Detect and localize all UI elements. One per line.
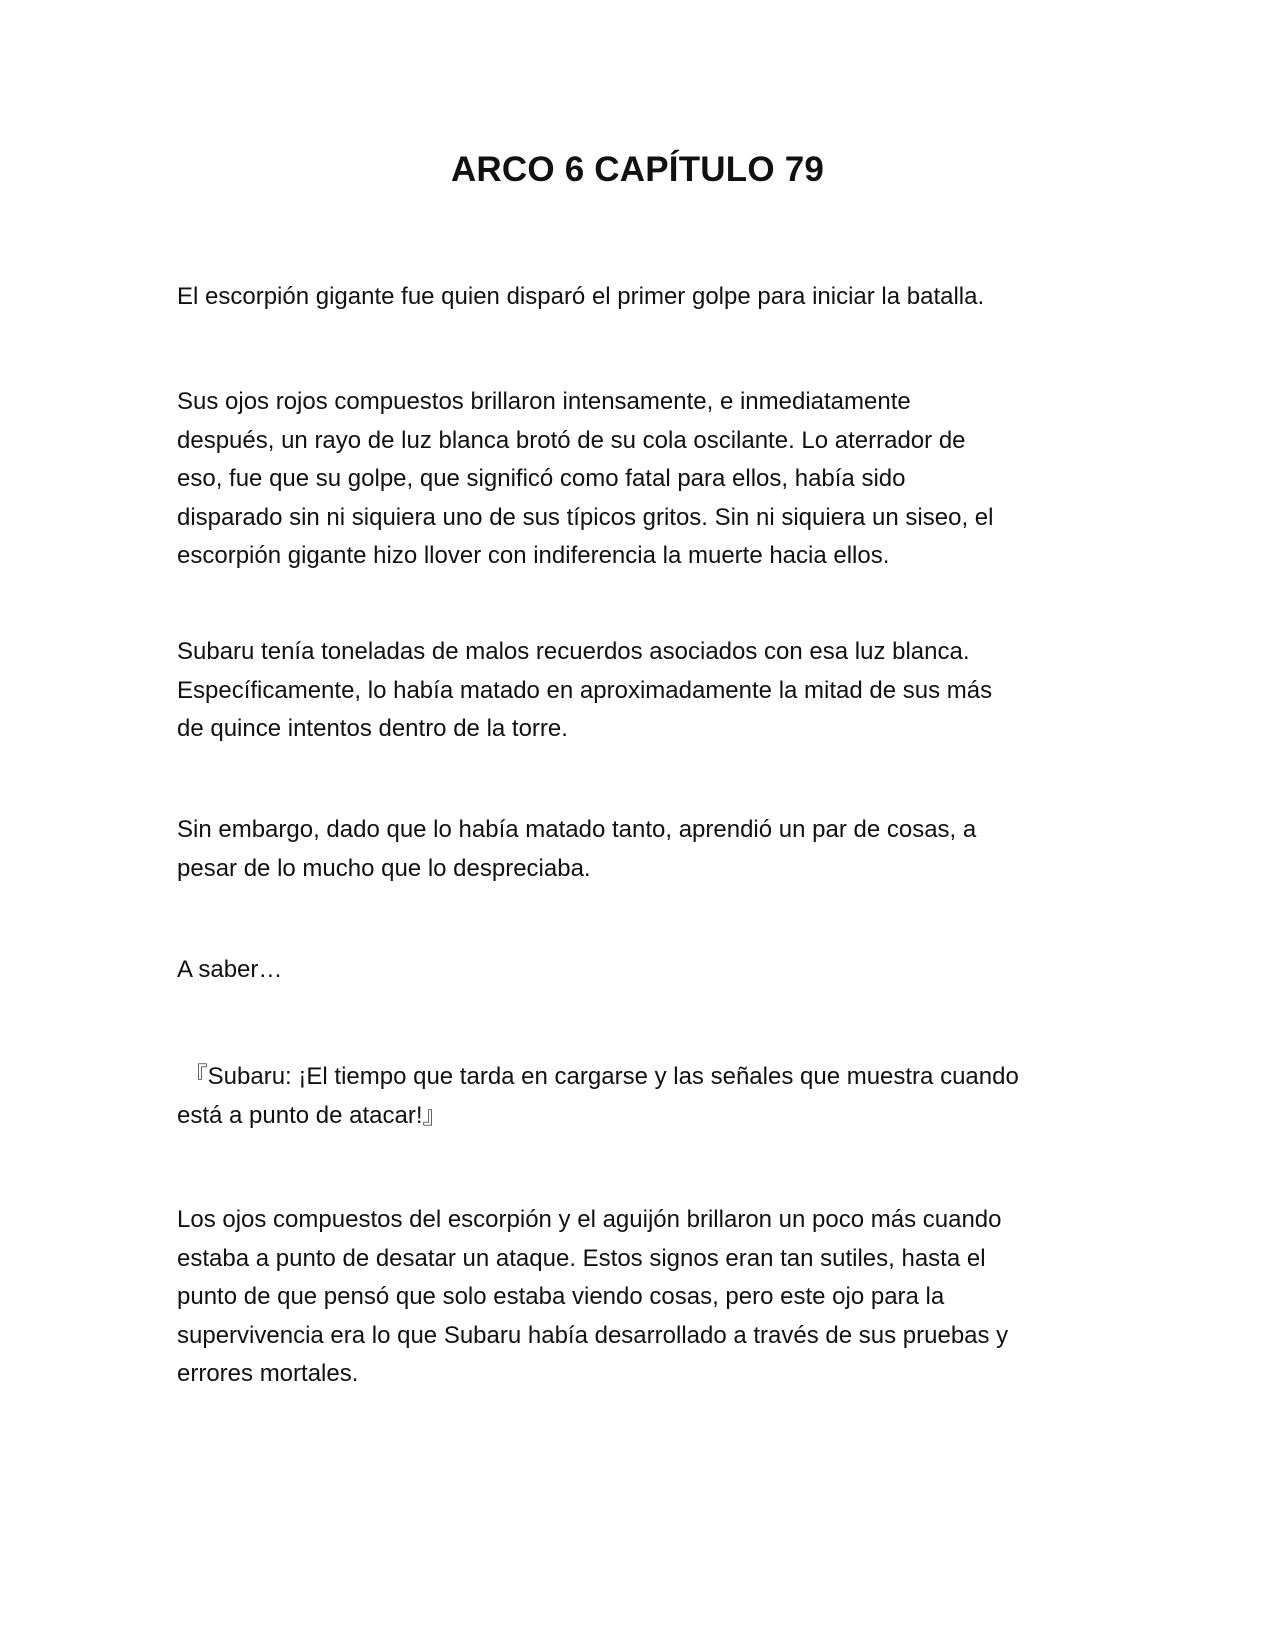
paragraph-3: Subaru tenía toneladas de malos recuerdos asociados con esa luz blanca. Específicamente, lo había matado en aproximadamente la mitad de sus más de quince intentos dentro de la torre.: [177, 638, 993, 742]
paragraph-6-dialogue: 『Subaru: ¡El tiempo que tarda en cargarse y las señales que muestra cuando está a punto de atacar!』: [177, 1063, 1019, 1129]
paragraph-4: Sin embargo, dado que lo había matado tanto, aprendió un par de cosas, a pesar de lo mucho que lo despreciaba.: [177, 816, 977, 882]
chapter-title: ARCO 6 CAPÍTULO 79: [450, 150, 825, 189]
paragraph-1: El escorpión gigante fue quien disparó el primer golpe para iniciar la batalla.: [177, 283, 985, 310]
paragraph-5: A saber…: [177, 956, 283, 983]
paragraph-7: Los ojos compuestos del escorpión y el aguijón brillaron un poco más cuando estaba a punto de desatar un ataque. Estos signos eran tan sutiles, hasta el punto de que pensó que solo estaba viendo cosas, pero este ojo para la supervivencia era lo que Subaru había desarrollado a través de sus pruebas y errores mortales.: [177, 1206, 1009, 1387]
paragraph-2: Sus ojos rojos compuestos brillaron intensamente, e inmediatamente después, un rayo de luz blanca brotó de su cola oscilante. Lo aterrador de eso, fue que su golpe, que significó como fatal para ellos, había sido disparado sin ni siquiera uno de sus típicos gritos. Sin ni siquiera un siseo, el escorpión gigante hizo llover con indiferencia la muerte hacia ellos.: [177, 388, 994, 569]
